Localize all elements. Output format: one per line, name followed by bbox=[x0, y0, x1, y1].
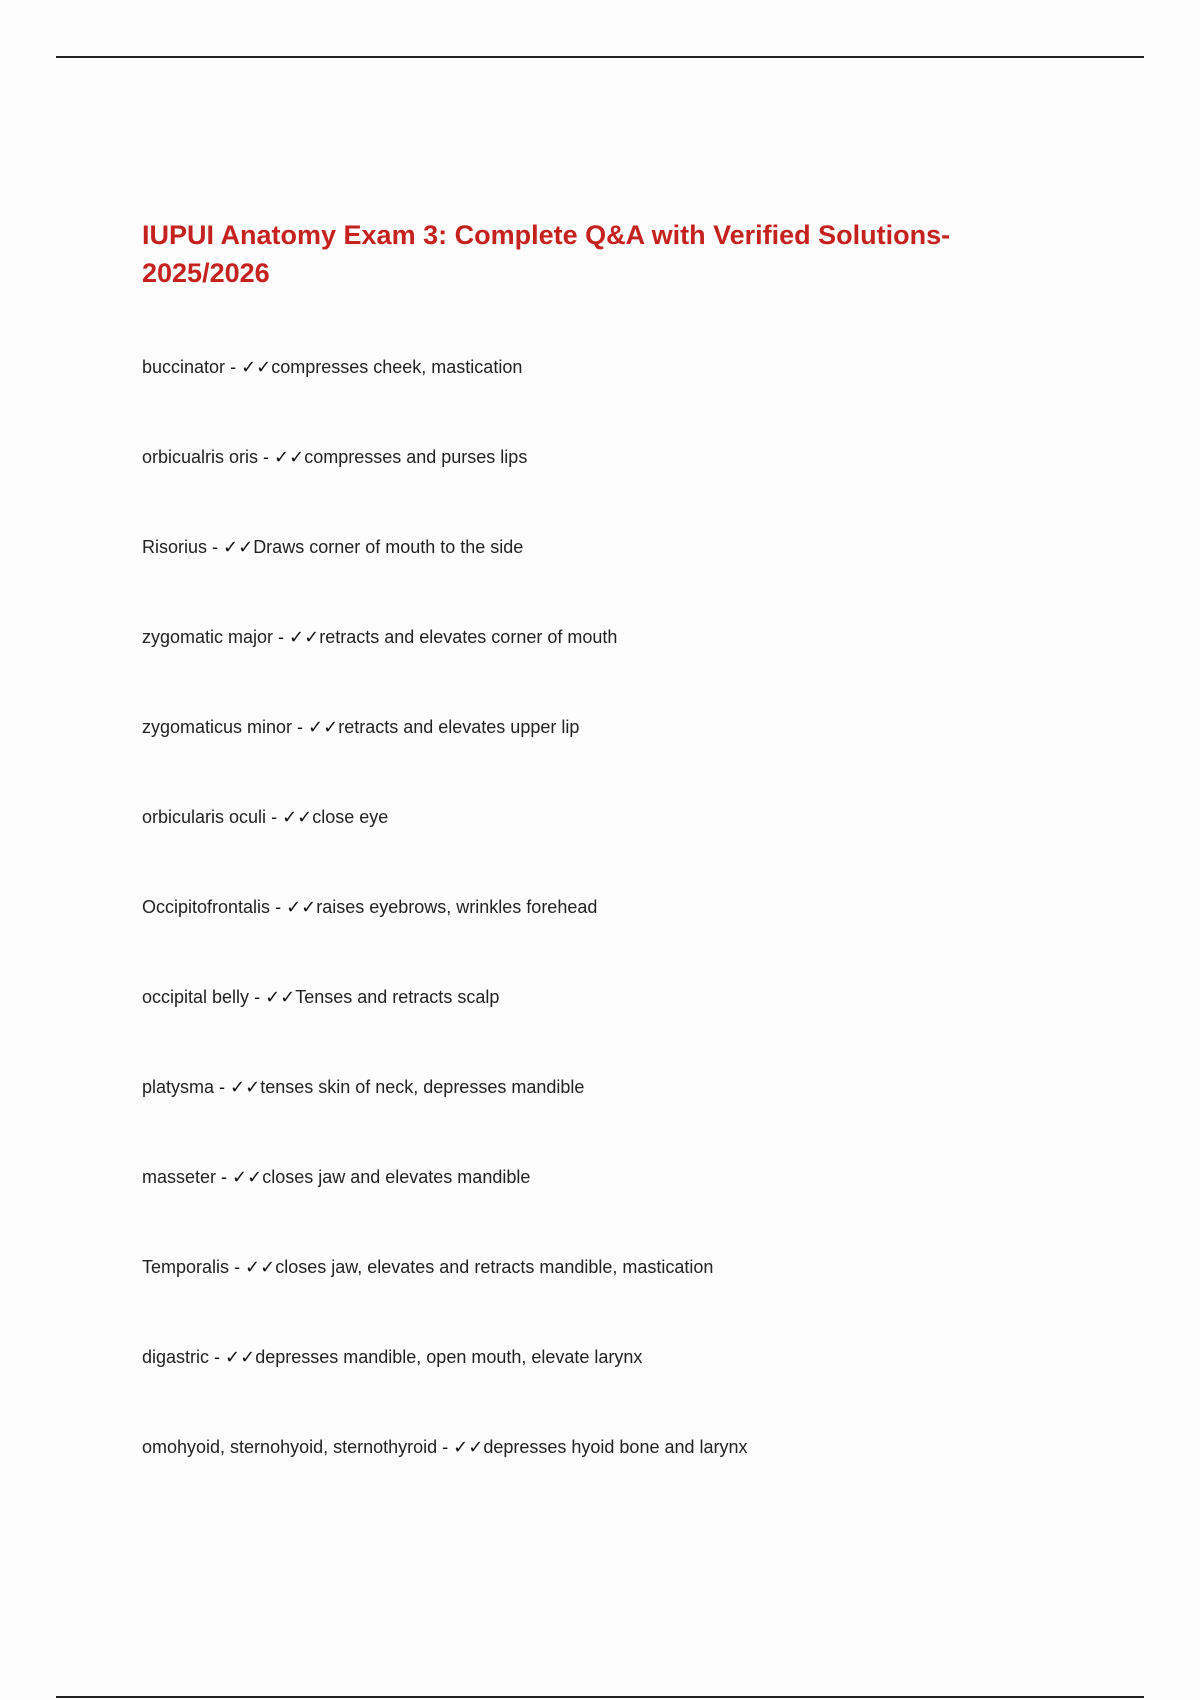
qa-term: omohyoid, sternohyoid, sternothyroid bbox=[142, 1437, 438, 1457]
qa-separator: - bbox=[229, 1257, 246, 1277]
qa-separator: - bbox=[249, 987, 266, 1007]
bottom-rule bbox=[56, 1696, 1144, 1698]
check-mark-icon: ✓✓ bbox=[241, 357, 272, 377]
qa-answer: retracts and elevates corner of mouth bbox=[319, 627, 618, 647]
qa-term: zygomatic major bbox=[142, 627, 274, 647]
qa-item bbox=[142, 1432, 1142, 1522]
qa-item bbox=[142, 1252, 1142, 1342]
check-mark-icon: ✓✓ bbox=[265, 987, 296, 1007]
qa-item bbox=[142, 802, 1142, 892]
check-mark-icon: ✓✓ bbox=[308, 717, 339, 737]
qa-item bbox=[142, 1162, 1142, 1252]
check-mark-icon: ✓✓ bbox=[245, 1257, 276, 1277]
qa-item bbox=[142, 442, 1142, 532]
qa-term: Temporalis bbox=[142, 1257, 230, 1277]
qa-answer: closes jaw and elevates mandible bbox=[262, 1167, 531, 1187]
qa-term: Occipitofrontalis bbox=[142, 897, 271, 917]
qa-separator: - bbox=[216, 1167, 233, 1187]
qa-list bbox=[142, 352, 1142, 1522]
check-mark-icon: ✓✓ bbox=[453, 1437, 484, 1457]
check-mark-icon: ✓✓ bbox=[225, 1347, 256, 1367]
qa-answer: tenses skin of neck, depresses mandible bbox=[260, 1077, 585, 1097]
qa-answer: Draws corner of mouth to the side bbox=[253, 537, 524, 557]
qa-term: zygomaticus minor bbox=[142, 717, 293, 737]
qa-item bbox=[142, 1342, 1142, 1432]
qa-term: orbicularis oculi bbox=[142, 807, 267, 827]
qa-answer: close eye bbox=[312, 807, 389, 827]
qa-answer: Tenses and retracts scalp bbox=[295, 987, 500, 1007]
qa-item bbox=[142, 982, 1142, 1072]
check-mark-icon: ✓✓ bbox=[223, 537, 254, 557]
qa-answer: depresses hyoid bone and larynx bbox=[483, 1437, 748, 1457]
qa-answer: raises eyebrows, wrinkles forehead bbox=[316, 897, 598, 917]
check-mark-icon: ✓✓ bbox=[232, 1167, 263, 1187]
qa-separator: - bbox=[292, 717, 309, 737]
qa-separator: - bbox=[209, 1347, 226, 1367]
qa-item bbox=[142, 712, 1142, 802]
qa-term: Risorius bbox=[142, 537, 208, 557]
qa-separator: - bbox=[273, 627, 290, 647]
qa-item bbox=[142, 1072, 1142, 1162]
top-rule bbox=[56, 56, 1144, 58]
qa-answer: compresses cheek, mastication bbox=[271, 357, 523, 377]
qa-separator: - bbox=[225, 357, 242, 377]
qa-separator: - bbox=[266, 807, 283, 827]
qa-term: digastric bbox=[142, 1347, 210, 1367]
qa-term: occipital belly bbox=[142, 987, 250, 1007]
qa-answer: closes jaw, elevates and retracts mandible, mastication bbox=[275, 1257, 714, 1277]
qa-separator: - bbox=[207, 537, 224, 557]
check-mark-icon: ✓✓ bbox=[274, 447, 305, 467]
check-mark-icon: ✓✓ bbox=[282, 807, 313, 827]
qa-answer: retracts and elevates upper lip bbox=[338, 717, 580, 737]
check-mark-icon: ✓✓ bbox=[230, 1077, 261, 1097]
qa-item bbox=[142, 892, 1142, 982]
qa-item bbox=[142, 352, 1142, 442]
qa-term: masseter bbox=[142, 1167, 217, 1187]
check-mark-icon: ✓✓ bbox=[289, 627, 320, 647]
qa-term: platysma bbox=[142, 1077, 215, 1097]
qa-term: orbicualris oris bbox=[142, 447, 259, 467]
qa-separator: - bbox=[214, 1077, 231, 1097]
qa-answer: depresses mandible, open mouth, elevate larynx bbox=[255, 1347, 643, 1367]
qa-item bbox=[142, 532, 1142, 622]
qa-term: buccinator bbox=[142, 357, 226, 377]
qa-separator: - bbox=[258, 447, 275, 467]
page-title: IUPUI Anatomy Exam 3: Complete Q&A with Verified Solutions- 2025/2026 bbox=[142, 220, 951, 288]
check-mark-icon: ✓✓ bbox=[286, 897, 317, 917]
qa-separator: - bbox=[437, 1437, 454, 1457]
qa-answer: compresses and purses lips bbox=[304, 447, 528, 467]
qa-item bbox=[142, 622, 1142, 712]
qa-separator: - bbox=[270, 897, 287, 917]
